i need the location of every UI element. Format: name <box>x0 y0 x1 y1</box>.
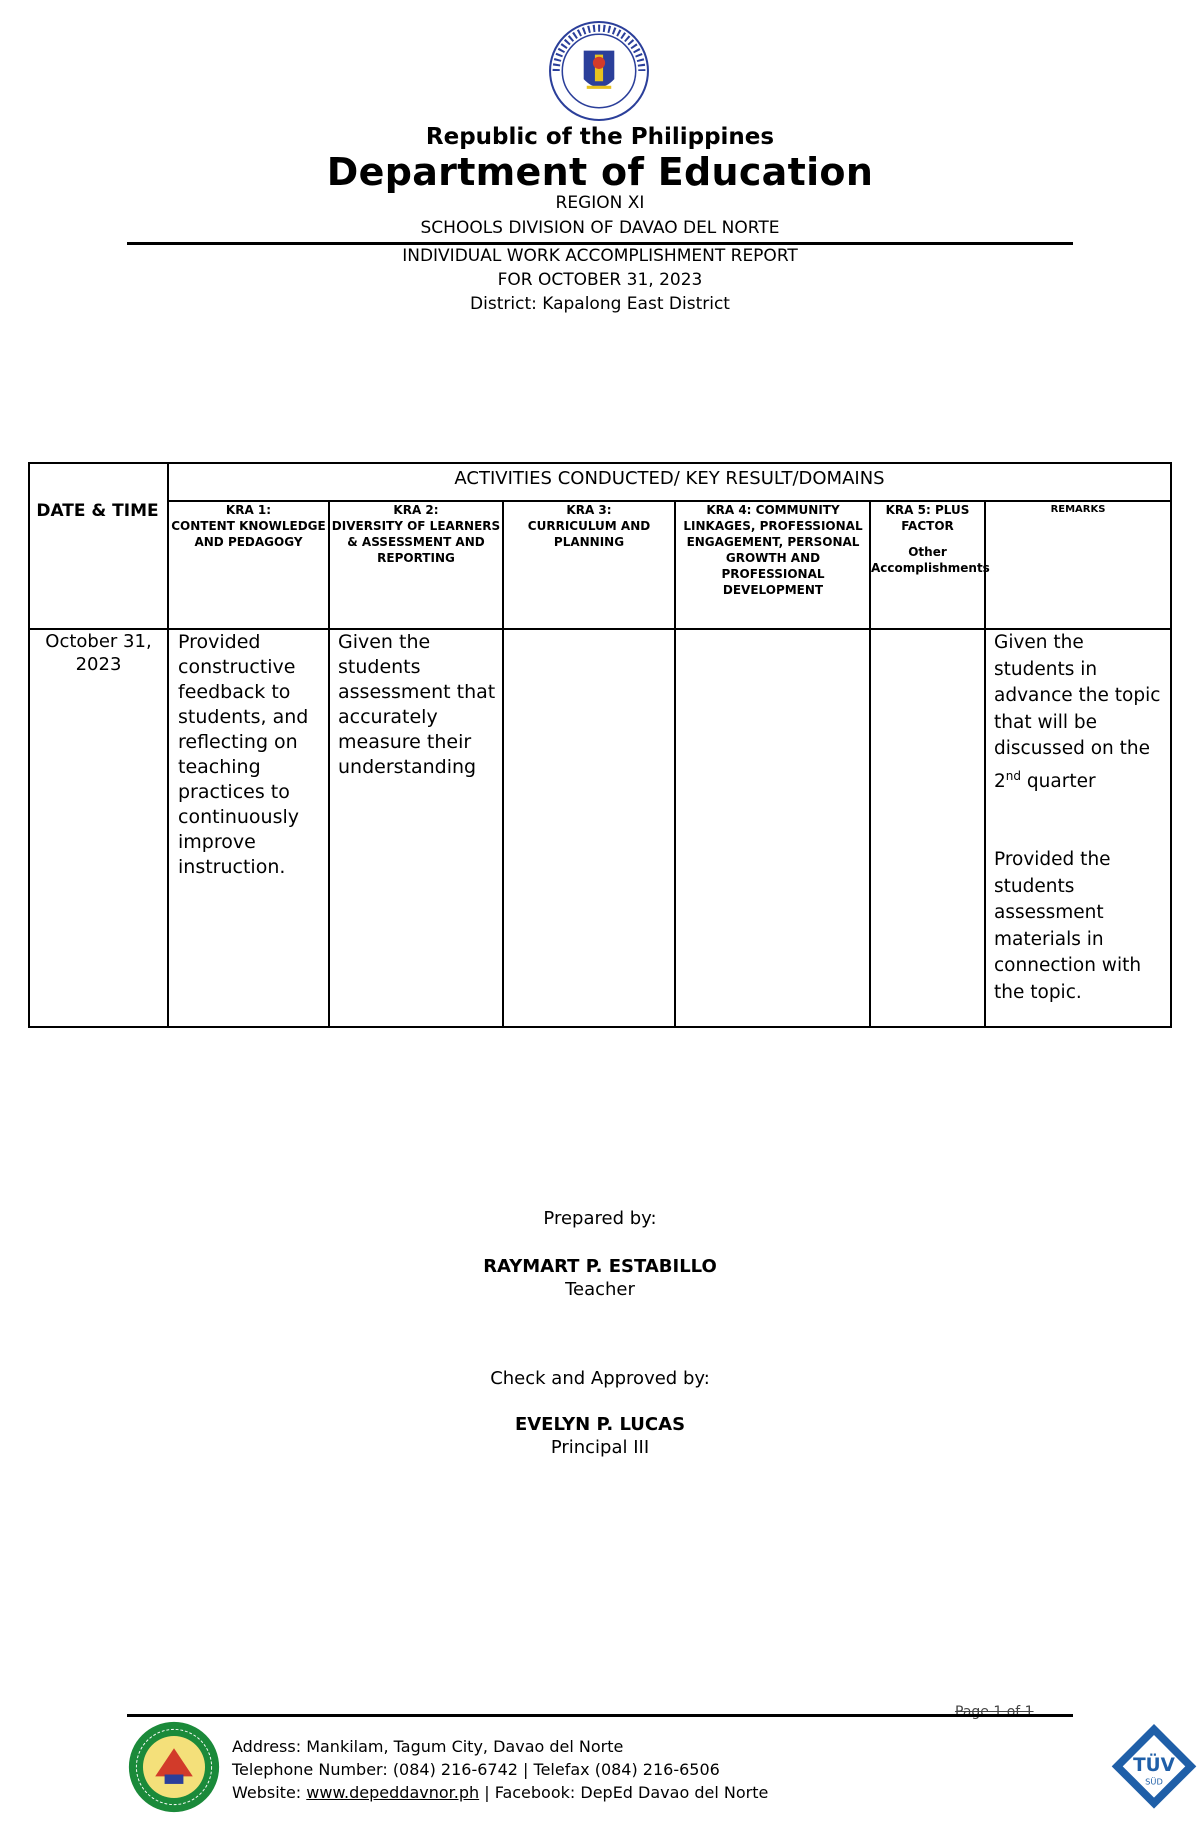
kra1-subtitle: CONTENT KNOWLEDGE AND PEDAGOGY <box>171 519 326 549</box>
table-border-left <box>28 462 30 1028</box>
prepared-by-label: Prepared by: <box>543 1208 657 1229</box>
approved-by-title: Principal III <box>550 1437 650 1458</box>
prepared-by-name: RAYMART P. ESTABILLO <box>483 1256 717 1277</box>
remarks-item-1 <box>994 630 1166 795</box>
row-kra2: Given the students assessment that accurately measure their understanding <box>338 631 496 778</box>
kra2-header <box>330 502 502 566</box>
col-divider <box>984 500 986 1028</box>
report-date: FOR OCTOBER 31, 2023 <box>497 270 703 290</box>
col-divider <box>674 500 676 1028</box>
page-number: Page 1 of 1 <box>955 1704 1034 1720</box>
footer-address: Address: Mankilam, Tagum City, Davao del Norte <box>232 1737 624 1756</box>
kra5-title: KRA 5: PLUS FACTOR <box>885 503 970 533</box>
table-border-top <box>28 462 1172 464</box>
kra5-subtitle: Other Accomplishments <box>871 545 990 575</box>
kra4-title: KRA 4: COMMUNITY LINKAGES, PROFESSIONAL ENGAGEMENT, PERSONAL GROWTH AND PROFESSIONAL DEVELOPMENT <box>683 503 863 597</box>
kra3-header <box>504 502 674 550</box>
row-date: October 31, 2023 <box>45 631 152 675</box>
remarks-item-1-end: quarter <box>1026 770 1096 792</box>
remarks-title: REMARKS <box>1050 504 1106 515</box>
region-label: REGION XI <box>555 193 645 213</box>
footer-facebook: | Facebook: DepEd Davao del Norte <box>479 1783 769 1802</box>
tuv-certification-logo <box>1108 1722 1200 1818</box>
table-border-right <box>1170 462 1172 1028</box>
col-divider <box>869 500 871 1028</box>
division-label: SCHOOLS DIVISION OF DAVAO DEL NORTE <box>420 218 780 238</box>
remarks-header <box>986 502 1170 518</box>
kra5-header <box>871 502 990 576</box>
remarks-item-2: Provided the students assessment materials in connection with the topic. <box>994 849 1142 1003</box>
department-heading: Department of Education <box>326 150 874 194</box>
footer-contact <box>232 1735 768 1804</box>
remarks-item-1-text: Given the students in advance the topic that will be discussed on the 2 <box>994 632 1161 792</box>
kra1-header <box>169 502 328 550</box>
kra2-title: KRA 2: <box>393 503 439 517</box>
division-logo <box>127 1720 221 1814</box>
footer-web-line <box>232 1781 768 1804</box>
row-kra1: Provided constructive feedback to students, and reflecting on teaching practices to continuously improve instruction. <box>178 631 309 878</box>
header-divider <box>127 242 1073 245</box>
kra2-subtitle: DIVERSITY OF LEARNERS & ASSESSMENT AND REPORTING <box>331 519 501 565</box>
tuv-text: TÜV <box>1133 1754 1175 1776</box>
footer-website-label: Website: <box>232 1783 307 1802</box>
footer-telephone: Telephone Number: (084) 216-6742 | Telefax (084) 216-6506 <box>232 1760 720 1779</box>
date-time-header: DATE & TIME <box>36 501 159 521</box>
kra1-title: KRA 1: <box>225 503 272 517</box>
report-district: District: Kapalong East District <box>470 294 730 314</box>
approved-by-name: EVELYN P. LUCAS <box>514 1414 686 1435</box>
kra4-header <box>678 502 868 598</box>
col-divider <box>328 500 330 1028</box>
website-link[interactable]: www.depeddavnor.ph <box>306 1783 480 1802</box>
col-divider <box>502 500 504 1028</box>
activities-header: ACTIVITIES CONDUCTED/ KEY RESULT/DOMAINS <box>454 468 885 489</box>
row-remarks <box>994 630 1166 1006</box>
accomplishment-table <box>28 462 1172 1028</box>
prepared-by-title: Teacher <box>565 1279 635 1300</box>
republic-heading: Republic of the Philippines <box>425 124 775 150</box>
kra3-subtitle: CURRICULUM AND PLANNING <box>527 519 651 549</box>
footer-divider <box>127 1714 1073 1717</box>
table-border-bottom <box>28 1026 1172 1028</box>
remarks-item-1-sup: nd <box>1005 768 1022 783</box>
kra3-title: KRA 3: <box>566 503 612 517</box>
tuv-sub-text: SÜD <box>1145 1776 1163 1787</box>
report-title: INDIVIDUAL WORK ACCOMPLISHMENT REPORT <box>402 246 798 266</box>
deped-seal-logo <box>548 20 650 122</box>
approved-by-label: Check and Approved by: <box>490 1368 710 1389</box>
